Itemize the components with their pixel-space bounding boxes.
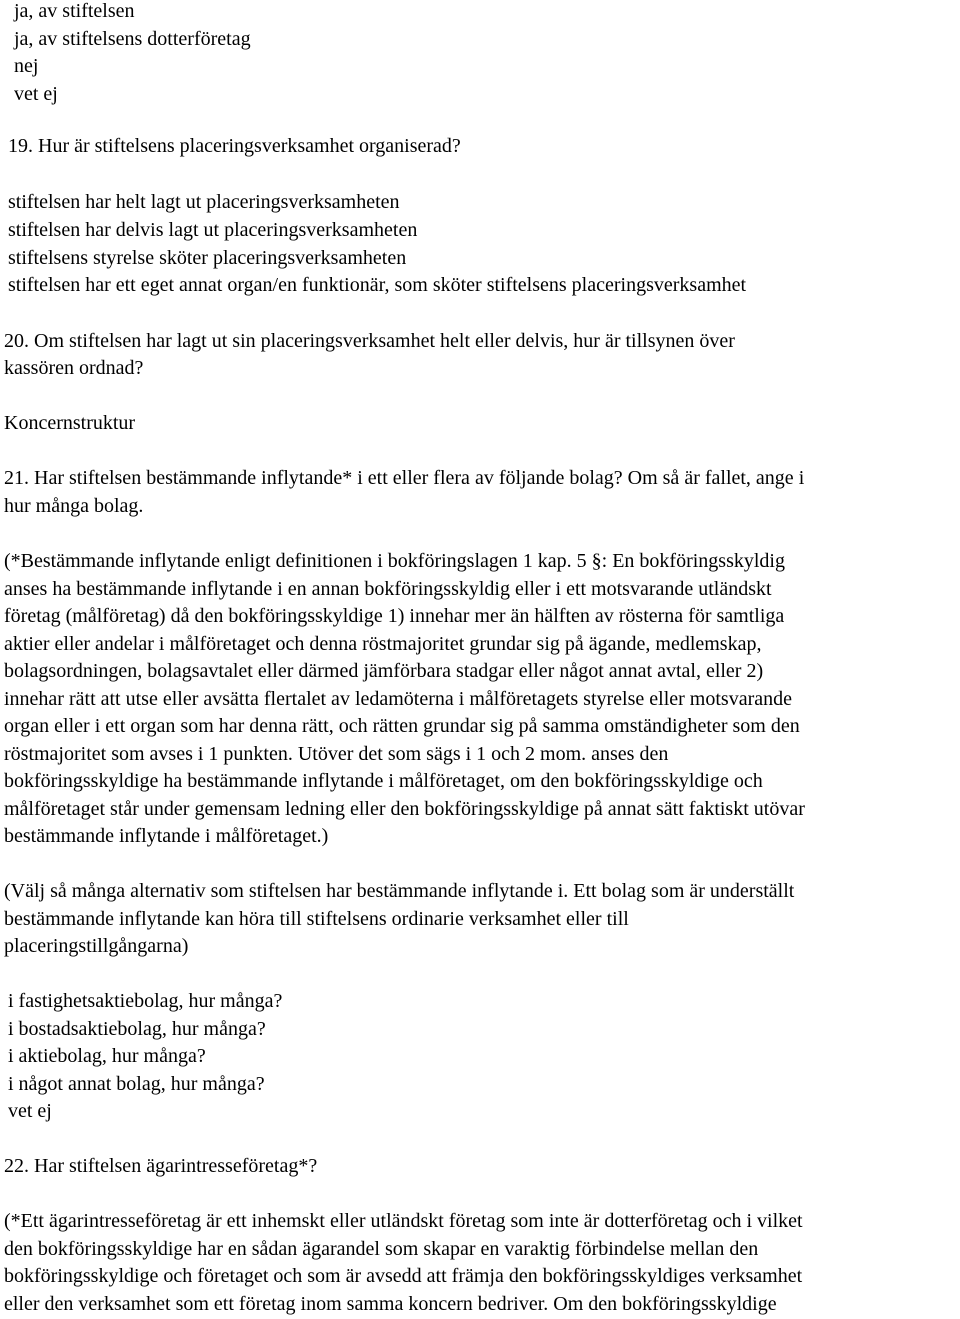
definition-line: organ eller i ett organ som har denna rätt, och rätten grundar sig på samma omständigheter som den — [4, 715, 800, 737]
q21-option: i fastighetsaktiebolag, hur många? — [8, 990, 283, 1012]
q22-definition-line: den bokföringsskyldige har en sådan ägarandel som skapar en varaktig förbindelse mellan den — [4, 1238, 759, 1260]
option-vet-ej: vet ej — [14, 83, 58, 105]
definition-line: innehar rätt att utse eller avsätta flertalet av ledamöterna i målföretagets styrelse eller motsvarande — [4, 688, 792, 710]
q22-definition-line: bokföringsskyldige och företaget och som är avsedd att främja den bokföringsskyldiges verksamhet — [4, 1265, 803, 1287]
instruction-line: bestämmande inflytande kan höra till stiftelsens ordinarie verksamhet eller till — [4, 908, 629, 930]
definition-line: målföretaget står under gemensam ledning eller den bokföringsskyldige på annat sätt faktiskt utövar — [4, 798, 805, 820]
definition-line: aktier eller andelar i målföretaget och denna röstmajoritet grundar sig på ägande, medlemskap, — [4, 633, 762, 655]
question-19: 19. Hur är stiftelsens placeringsverksamhet organiserad? — [8, 135, 461, 157]
q19-option: stiftelsen har ett eget annat organ/en funktionär, som sköter stiftelsens placeringsverksamhet — [8, 274, 747, 296]
definition-line: bolagsordningen, bolagsavtalet eller därmed jämförbara stadgar eller något annat avtal, eller 2) — [4, 660, 764, 682]
question-22: 22. Har stiftelsen ägarintresseföretag*? — [4, 1155, 318, 1177]
q19-option: stiftelsen har helt lagt ut placeringsverksamheten — [8, 191, 400, 213]
question-21-line: 21. Har stiftelsen bestämmande inflytande* i ett eller flera av följande bolag? Om så är fallet, ange i — [4, 467, 805, 489]
section-heading-koncernstruktur: Koncernstruktur — [4, 412, 136, 434]
definition-line: bestämmande inflytande i målföretaget.) — [4, 825, 329, 847]
option-nej: nej — [14, 55, 39, 77]
q19-option: stiftelsen har delvis lagt ut placeringsverksamheten — [8, 219, 418, 241]
instruction-line: (Välj så många alternativ som stiftelsen har bestämmande inflytande i. Ett bolag som är underställt — [4, 880, 795, 902]
q22-definition-line: (*Ett ägarintresseföretag är ett inhemskt eller utländskt företag som inte är dotterföretag och i vilket — [4, 1210, 803, 1232]
definition-line: röstmajoritet som avses i 1 punkten. Utöver det som sägs i 1 och 2 mom. anses den — [4, 743, 669, 765]
q22-definition-line: eller den verksamhet som ett företag inom samma koncern bedriver. Om den bokföringsskyldige — [4, 1293, 777, 1315]
question-20-line: 20. Om stiftelsen har lagt ut sin placeringsverksamhet helt eller delvis, hur är tillsynen över — [4, 330, 735, 352]
definition-line: företag (målföretag) då den bokföringsskyldige 1) innehar mer än hälften av rösterna för samtliga — [4, 605, 785, 627]
q21-option: i bostadsaktiebolag, hur många? — [8, 1018, 266, 1040]
definition-line: anses ha bestämmande inflytande i en annan bokföringsskyldig eller i ett motsvarande utländskt — [4, 578, 772, 600]
definition-line: bokföringsskyldige ha bestämmande inflytande i målföretaget, om den bokföringsskyldige och — [4, 770, 763, 792]
q21-option: i något annat bolag, hur många? — [8, 1073, 265, 1095]
q21-option: i aktiebolag, hur många? — [8, 1045, 206, 1067]
definition-line: (*Bestämmande inflytande enligt definitionen i bokföringslagen 1 kap. 5 §: En bokföringsskyldig — [4, 550, 785, 572]
option-ja-av-stiftelsen: ja, av stiftelsen — [14, 0, 135, 22]
q19-option: stiftelsens styrelse sköter placeringsverksamheten — [8, 247, 407, 269]
question-21-line: hur många bolag. — [4, 495, 144, 517]
q21-option: vet ej — [8, 1100, 52, 1122]
question-20-line: kassören ordnad? — [4, 357, 144, 379]
instruction-line: placeringstillgångarna) — [4, 935, 189, 957]
option-ja-av-dotterforetag: ja, av stiftelsens dotterföretag — [14, 28, 251, 50]
